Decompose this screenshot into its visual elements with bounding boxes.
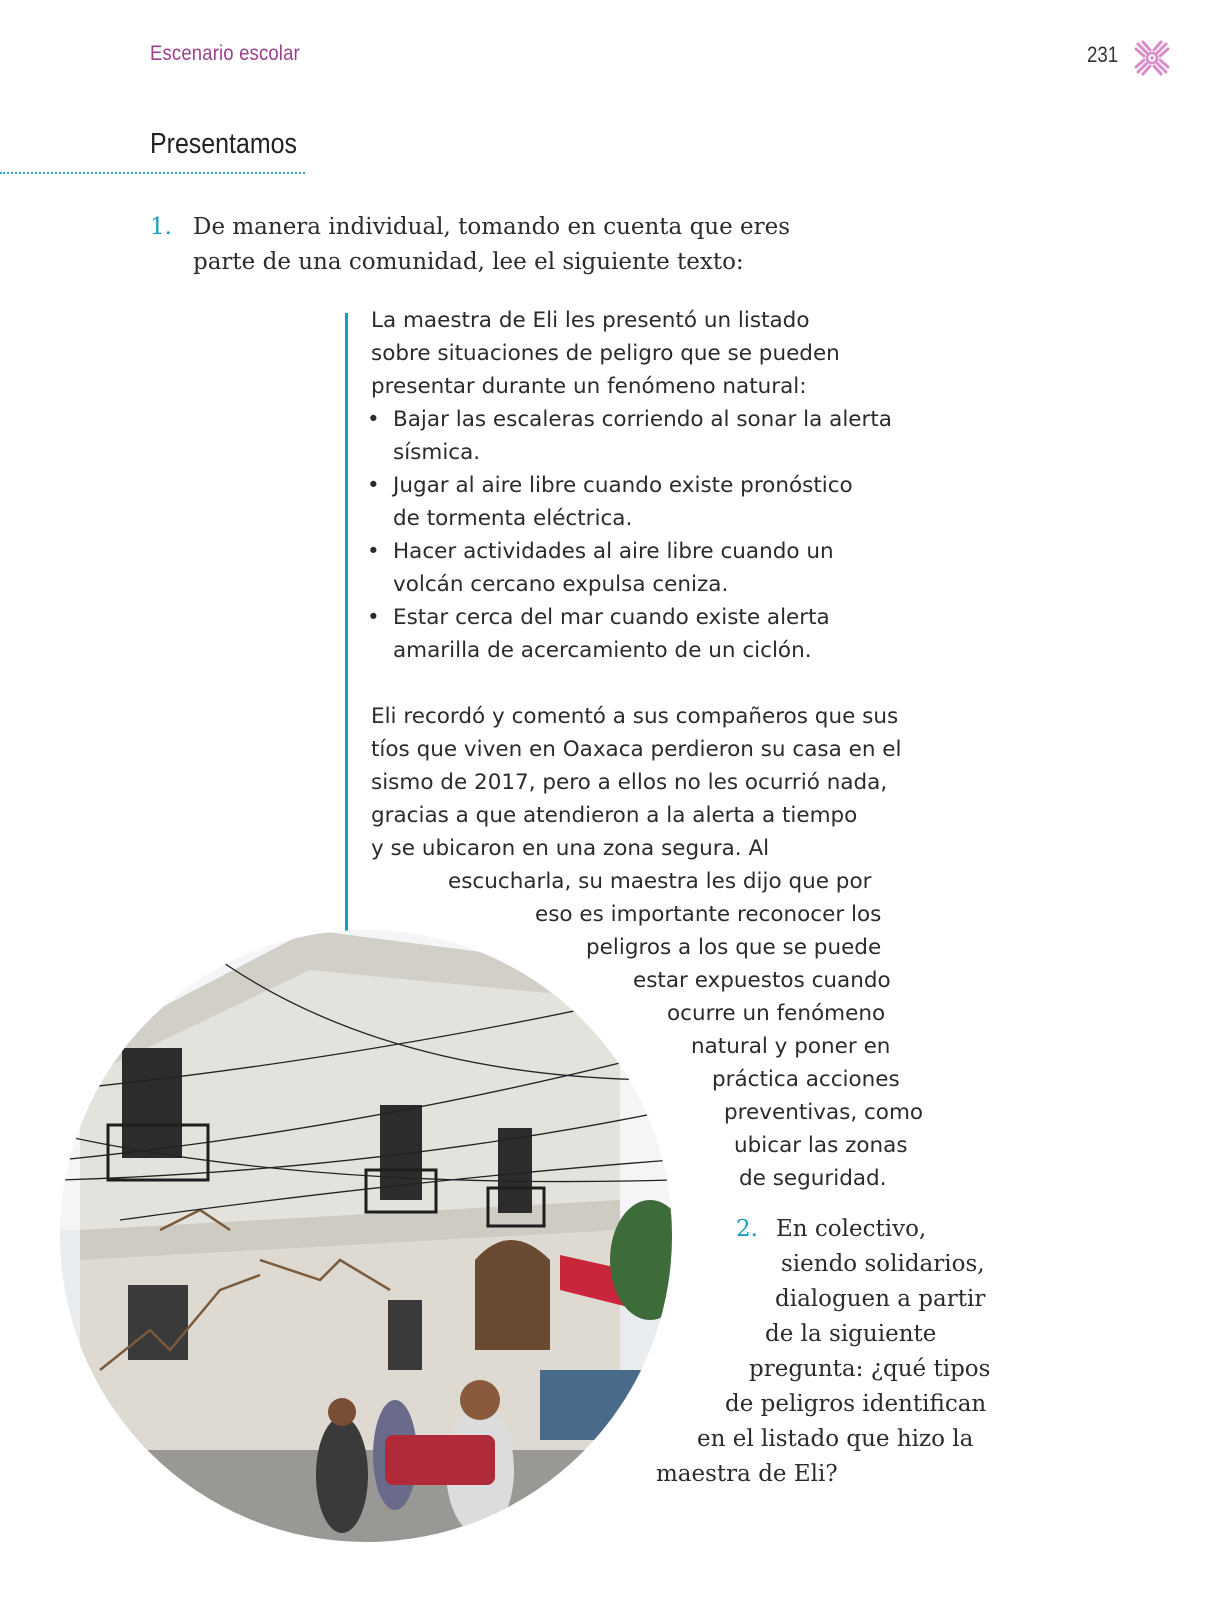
- story-line: estar expuestos cuando: [633, 968, 891, 993]
- question-1-number: 1.: [150, 214, 172, 240]
- question-2-line: maestra de Eli?: [656, 1461, 838, 1487]
- passage-intro-line: sobre situaciones de peligro que se pueden: [371, 341, 840, 366]
- question-1-line: parte de una comunidad, lee el siguiente texto:: [193, 249, 744, 275]
- story-line: sismo de 2017, pero a ellos no les ocurrió nada,: [371, 770, 888, 795]
- question-1: [150, 210, 850, 280]
- passage-intro-line: La maestra de Eli les presentó un listado: [371, 308, 810, 333]
- question-1-line: De manera individual, tomando en cuenta que eres: [193, 214, 791, 240]
- title-underline: [0, 172, 305, 174]
- bullet-line: Estar cerca del mar cuando existe alerta: [393, 605, 830, 630]
- story-line: ocurre un fenómeno: [667, 1001, 886, 1026]
- bullet-line: de tormenta eléctrica.: [393, 506, 633, 531]
- bullet-line: Jugar al aire libre cuando existe pronóstico: [393, 473, 853, 498]
- story-line: escucharla, su maestra les dijo que por: [448, 869, 872, 894]
- page-number: 231: [1087, 42, 1119, 67]
- question-2-line: de peligros identifican: [725, 1391, 987, 1417]
- story-line: Eli recordó y comentó a sus compañeros que sus: [371, 704, 899, 729]
- bullet-dot-icon: •: [367, 407, 380, 432]
- story-line: práctica acciones: [712, 1067, 900, 1092]
- decorative-logo-icon: [1134, 40, 1170, 76]
- story-line: de seguridad.: [739, 1166, 887, 1191]
- question-2-line: En colectivo,: [776, 1216, 927, 1242]
- bullet-line: Bajar las escaleras corriendo al sonar la alerta: [393, 407, 892, 432]
- story-line: gracias a que atendieron a la alerta a tiempo: [371, 803, 858, 828]
- page-title: Presentamos: [150, 128, 297, 160]
- question-2-line: siendo solidarios,: [781, 1251, 985, 1277]
- bullet-line: sísmica.: [393, 440, 481, 465]
- quote-bar: [345, 313, 348, 933]
- bullet-dot-icon: •: [367, 539, 380, 564]
- question-2-line: dialoguen a partir: [775, 1286, 986, 1312]
- question-2-number: 2.: [736, 1216, 758, 1242]
- story-line: peligros a los que se puede: [586, 935, 882, 960]
- bullet-dot-icon: •: [367, 605, 380, 630]
- story-line: tíos que viven en Oaxaca perdieron su casa en el: [371, 737, 902, 762]
- story-line: natural y poner en: [691, 1034, 891, 1059]
- earthquake-damaged-building-photo: [60, 930, 672, 1542]
- passage-intro-line: presentar durante un fenómeno natural:: [371, 374, 807, 399]
- question-2-line: en el listado que hizo la: [697, 1426, 974, 1452]
- story-line: eso es importante reconocer los: [535, 902, 882, 927]
- bullet-dot-icon: •: [367, 473, 380, 498]
- story-line: preventivas, como: [724, 1100, 924, 1125]
- story-line: ubicar las zonas: [734, 1133, 908, 1158]
- question-2-line: de la siguiente: [765, 1321, 937, 1347]
- story-line: y se ubicaron en una zona segura. Al: [371, 836, 770, 861]
- section-header: Escenario escolar: [150, 42, 300, 65]
- bullet-line: amarilla de acercamiento de un ciclón.: [393, 638, 812, 663]
- bullet-line: volcán cercano expulsa ceniza.: [393, 572, 729, 597]
- question-2-line: pregunta: ¿qué tipos: [749, 1356, 991, 1382]
- bullet-line: Hacer actividades al aire libre cuando un: [393, 539, 834, 564]
